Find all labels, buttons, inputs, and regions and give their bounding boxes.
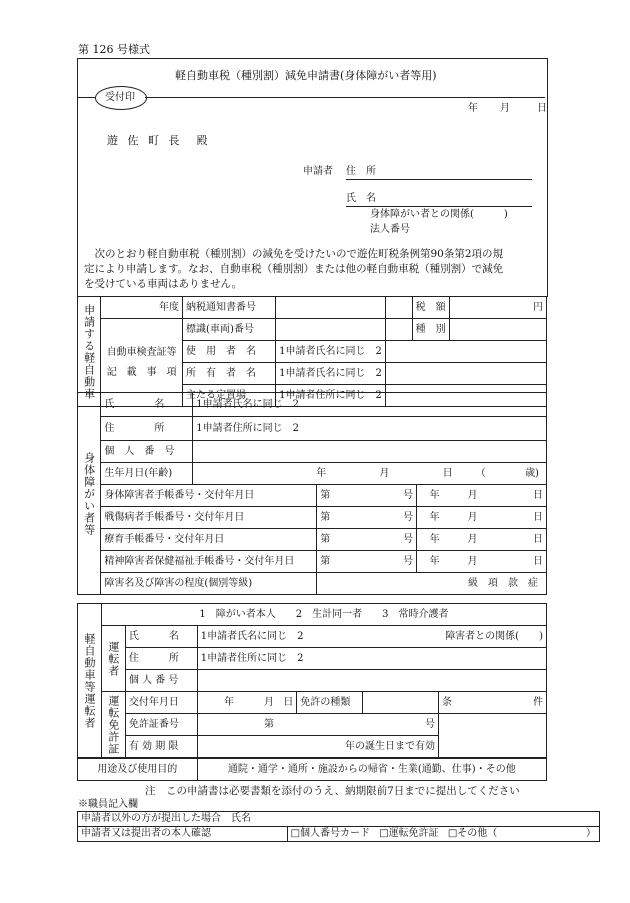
tax-notice-value[interactable] xyxy=(276,297,386,319)
grade-label: 障害名及び障害の程度(個別等級) xyxy=(101,573,317,595)
owner-label: 所 有 者 名 xyxy=(183,363,276,385)
lic-no-label: 免許証番号 xyxy=(125,714,197,736)
issue-label: 交付年月日 xyxy=(125,692,197,714)
applicant-address: 住 所 xyxy=(346,167,532,180)
cert4-dai: 第 xyxy=(317,551,353,573)
plate-value[interactable] xyxy=(276,319,386,341)
cert2-y[interactable]: 年 xyxy=(417,507,443,529)
addressee: 遊 佐 町 長 殿 xyxy=(107,134,211,147)
issue-d[interactable]: 日 xyxy=(277,692,297,714)
birth-month: 月 xyxy=(379,467,390,479)
driver-address-label: 住 所 xyxy=(125,648,197,670)
body-text-1: 次のとおり軽自動車税（種別割）の減免を受けたいので遊佐町税条例第90条第2項の規 xyxy=(84,248,504,260)
condition-cell[interactable] xyxy=(438,692,546,714)
disabled-address-label: 住 所 xyxy=(101,417,193,441)
cert1-m[interactable]: 月 xyxy=(443,485,481,507)
form-title: 軽自動車税（種別割）減免申請書(身体障がい者等用) xyxy=(175,69,437,82)
cert4-m[interactable]: 月 xyxy=(443,551,481,573)
type-value[interactable] xyxy=(449,319,546,341)
birth-age: 歳) xyxy=(525,467,539,479)
tax-notice-label: 納税通知書番号 xyxy=(183,297,276,319)
cert4-label: 精神障害者保健福祉手帳番号・交付年月日 xyxy=(101,551,317,573)
cert4-d[interactable]: 日 xyxy=(481,551,547,573)
tax-amount-label: 税 額 xyxy=(412,297,449,319)
disabled-address-value[interactable]: 1申請者住所に同じ 2 xyxy=(193,417,547,441)
body-text-2: 定により申請します。なお、自動車税（種別割）または他の軽自動車税（種別割）で減免 xyxy=(84,263,504,275)
disabled-indiv-label: 個 人 番 号 xyxy=(101,441,193,463)
cert3-label: 療育手帳番号・交付年月日 xyxy=(101,529,317,551)
cond-a: 条 xyxy=(441,696,452,708)
valid-label: 有 効 期 限 xyxy=(125,736,197,758)
staff-header: ※職員記入欄 xyxy=(78,799,138,810)
opt-license[interactable]: □運転免許証 xyxy=(379,828,439,839)
driver-name-value[interactable]: 1申請者氏名に同じ 2 xyxy=(197,626,438,648)
valid-value[interactable]: 年の誕生日まで有効 xyxy=(197,736,438,758)
stamp-line xyxy=(78,97,95,98)
driver-options[interactable]: 1 障がい者本人 2 生計同一者 3 常時介護者 xyxy=(101,604,546,626)
grade-cols[interactable]: 級 項 款 症 xyxy=(317,573,547,595)
cert3-dai: 第 xyxy=(317,529,353,551)
purpose-value[interactable]: 通院・通学・通所・施設からの帰省・生業(通勤、仕事)・その他 xyxy=(197,759,546,781)
date-day: 日 xyxy=(537,103,547,114)
birth-year: 年 xyxy=(316,467,327,479)
opt-other-end: ） xyxy=(586,828,596,839)
birth-paren: （ xyxy=(475,467,486,479)
lic-no-dai[interactable]: 第 xyxy=(197,714,277,736)
condition-value[interactable] xyxy=(438,714,546,758)
purpose-table xyxy=(77,758,547,781)
storage-label: 主たる定置場 xyxy=(183,385,276,407)
driver-label: 運転者 xyxy=(101,626,125,692)
body-text-3: を受けている車両はありません。 xyxy=(84,278,243,290)
cert4-go[interactable]: 号 xyxy=(353,551,417,573)
driver-relation[interactable]: 障害者との関係( ) xyxy=(438,626,546,648)
user-label: 使 用 者 名 xyxy=(183,341,276,363)
storage-value[interactable]: 1申請者住所に同じ 2 xyxy=(276,385,386,407)
cert1-go[interactable]: 号 xyxy=(353,485,417,507)
disabled-table xyxy=(77,392,547,595)
user-value[interactable]: 1申請者氏名に同じ 2 xyxy=(276,341,386,363)
kind-value[interactable] xyxy=(363,692,439,714)
plate-label: 標識(車両)番号 xyxy=(183,319,276,341)
driver-name-label: 氏 名 xyxy=(125,626,197,648)
applicant-corp-no: 法人番号 xyxy=(370,224,410,235)
staff-row2-label: 申請者又は提出者の本人確認 xyxy=(78,827,288,842)
type-label: 種 別 xyxy=(412,319,449,341)
note: 注 この申請書は必要書類を添付のうえ、納期限前7日までに提出してください xyxy=(145,785,520,797)
birth-day: 日 xyxy=(442,467,453,479)
cert2-dai: 第 xyxy=(317,507,353,529)
cond-b: 件 xyxy=(533,696,543,708)
purpose-label: 用途及び使用目的 xyxy=(78,759,198,781)
staff-row2-options[interactable] xyxy=(287,827,599,842)
applicant-relation: 身体障がい者との関係( ) xyxy=(370,209,508,220)
stamp-line-right xyxy=(145,97,545,98)
cert2-m[interactable]: 月 xyxy=(443,507,481,529)
tax-amount-value[interactable]: 円 xyxy=(449,297,546,319)
vehicle-section-label: 申請する軽自動車 xyxy=(78,297,101,407)
cert4-y[interactable]: 年 xyxy=(417,551,443,573)
date-year: 年 xyxy=(468,103,478,114)
disabled-indiv-value[interactable] xyxy=(193,441,547,463)
nendo-label: 年度 xyxy=(101,297,183,319)
cert2-label: 戦傷病者手帳番号・交付年月日 xyxy=(101,507,317,529)
cert3-y[interactable]: 年 xyxy=(417,529,443,551)
inspection-line1: 自動車検査証等 xyxy=(106,346,177,358)
cert3-d[interactable]: 日 xyxy=(481,529,547,551)
kind-label: 免許の種類 xyxy=(297,692,363,714)
applicant-name: 氏 名 xyxy=(346,194,532,207)
date-month: 月 xyxy=(500,103,510,114)
driver-indiv-label: 個 人 番 号 xyxy=(125,670,197,692)
staff-table xyxy=(77,811,600,842)
birth-value[interactable] xyxy=(193,463,547,485)
inspection-line2: 記 載 事 項 xyxy=(106,366,177,378)
driver-table xyxy=(77,603,547,758)
cert2-go[interactable]: 号 xyxy=(353,507,417,529)
disabled-name-label: 氏 名 xyxy=(101,393,193,417)
cert3-m[interactable]: 月 xyxy=(443,529,481,551)
lic-no-go[interactable]: 号 xyxy=(277,714,439,736)
cert1-label: 身体障害者手帳番号・交付年月日 xyxy=(101,485,317,507)
opt-mynumber[interactable]: □個人番号カード xyxy=(290,828,371,839)
owner-value[interactable]: 1申請者氏名に同じ 2 xyxy=(276,363,386,385)
cert1-d[interactable]: 日 xyxy=(481,485,547,507)
stamp-label: 受付印 xyxy=(105,92,135,103)
cert3-go[interactable]: 号 xyxy=(353,529,417,551)
cert1-y[interactable]: 年 xyxy=(417,485,443,507)
form-number: 第 126 号様式 xyxy=(78,43,150,56)
driver-section-label: 軽自動車等運転者 xyxy=(78,604,102,758)
license-label: 運転免許証 xyxy=(101,692,125,758)
cert2-d[interactable]: 日 xyxy=(481,507,547,529)
opt-other[interactable]: □その他（ xyxy=(447,828,498,839)
issue-y[interactable]: 年 xyxy=(197,692,237,714)
issue-m[interactable]: 月 xyxy=(237,692,277,714)
disabled-section-label: 身体障がい者等 xyxy=(78,393,101,595)
staff-row1[interactable]: 申請者以外の方が提出した場合 氏名 xyxy=(78,812,600,827)
cert1-dai: 第 xyxy=(317,485,353,507)
driver-address-value[interactable]: 1申請者住所に同じ 2 xyxy=(197,648,546,670)
applicant-label: 申請者 xyxy=(303,166,333,177)
driver-indiv-value[interactable] xyxy=(197,670,546,692)
vehicle-table xyxy=(77,296,547,407)
birth-label: 生年月日(年齢) xyxy=(101,463,193,485)
disabled-name-value[interactable]: 1申請者氏名に同じ 2 xyxy=(193,393,547,417)
